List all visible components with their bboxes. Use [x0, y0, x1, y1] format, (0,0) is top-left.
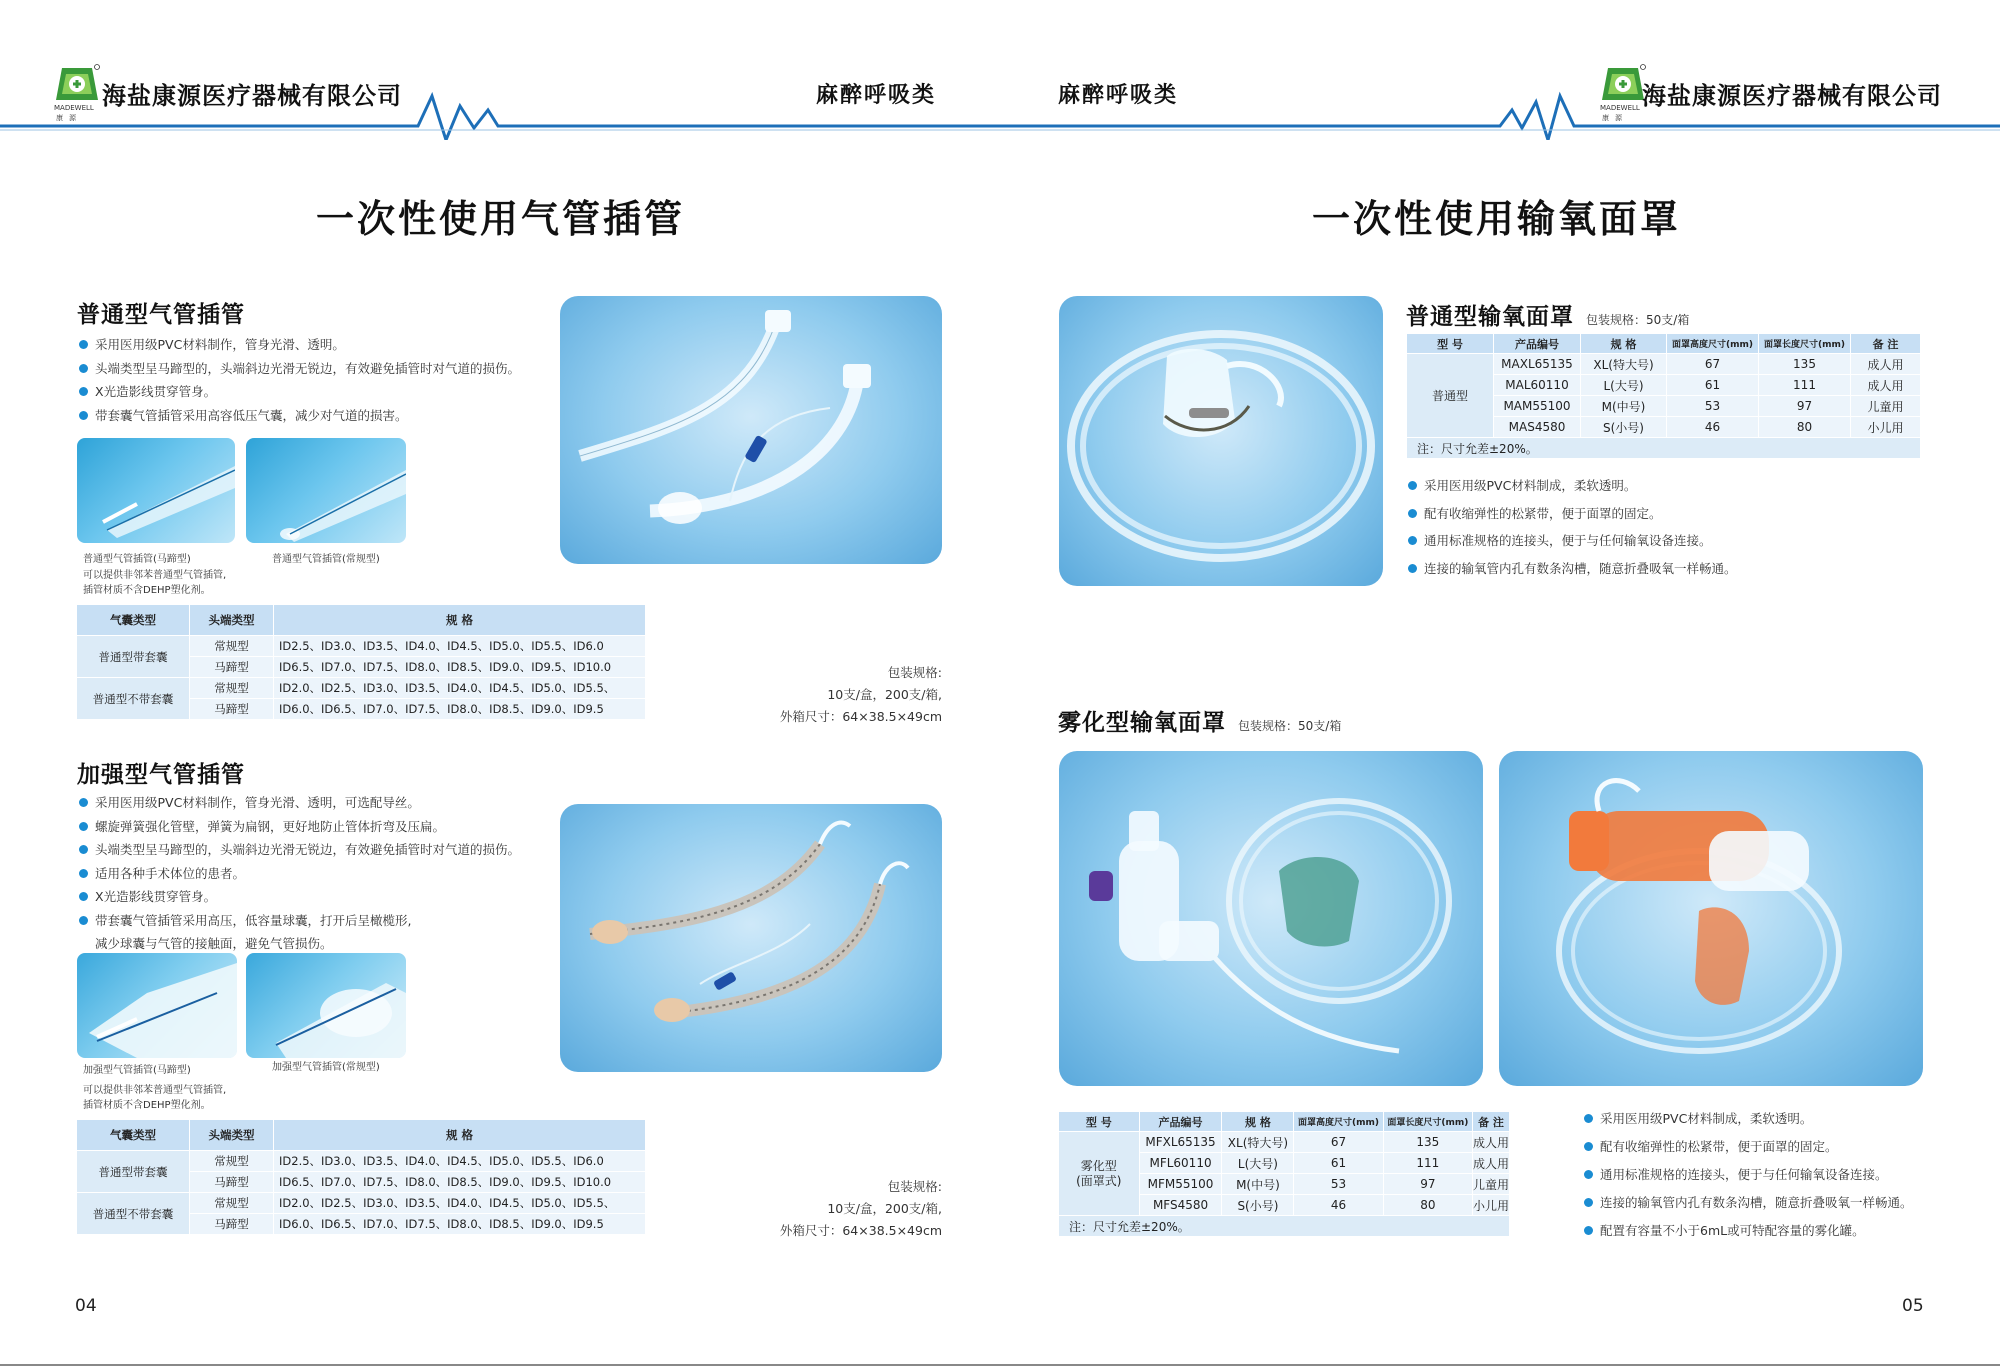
- height-cell: 53: [1667, 396, 1759, 417]
- feature-item: X光造影线贯穿管身。: [77, 885, 520, 909]
- tube-tip-illustration: [77, 438, 235, 543]
- size-cell: M(中号): [1222, 1174, 1294, 1195]
- table-row: [1407, 354, 1921, 375]
- photo-caption: 普通型气管插管(常规型): [272, 554, 380, 565]
- logo-icon: [1598, 64, 1648, 104]
- bullet-dot-icon: [79, 387, 88, 396]
- size-cell: L(大号): [1581, 375, 1667, 396]
- endotracheal-tube-illustration: [560, 296, 942, 564]
- feature-item: 采用医用级PVC材料制成，柔软透明。: [1582, 1105, 1913, 1133]
- length-cell: 135: [1383, 1132, 1472, 1153]
- caption-note: 可以提供非邻苯普通型气管插管,: [83, 1085, 227, 1096]
- feature-item: 通用标准规格的连接头，便于与任何输氧设备连接。: [1582, 1161, 1913, 1189]
- table-header: 头端类型: [190, 605, 274, 636]
- feature-item: 头端类型呈马蹄型的，头端斜边光滑无锐边，有效避免插管时对气道的损伤。: [77, 357, 520, 381]
- feature-item: 连接的输氧管内孔有数条沟槽，随意折叠吸氧一样畅通。: [1406, 555, 1737, 583]
- logo-chinese-text: 康源: [1602, 114, 1628, 122]
- size-cell: XL(特大号): [1581, 354, 1667, 375]
- logo-chinese-text: 康源: [56, 114, 82, 122]
- feature-item: 采用医用级PVC材料制作，管身光滑、透明，可选配导丝。: [77, 791, 520, 815]
- nebulizer-mask-illustration: [1499, 751, 1923, 1086]
- company-name: 海盐康源医疗器械有限公司: [1642, 82, 1942, 110]
- feature-item: 头端类型呈马蹄型的，头端斜边光滑无锐边，有效避免插管时对气道的损伤。: [77, 838, 520, 862]
- feature-item: X光造影线贯穿管身。: [77, 380, 520, 404]
- product-photo-nebulizer-mask-a: [1059, 751, 1483, 1086]
- table-row: [1059, 1132, 1510, 1153]
- caption-note: 插管材质不含DEHP塑化剂。: [83, 1100, 211, 1111]
- packing-info: 包装规格: 10支/盒，200支/箱, 外箱尺寸：64×38.5×49cm: [779, 665, 942, 724]
- feature-item: 采用医用级PVC材料制作，管身光滑、透明。: [77, 333, 520, 357]
- note-cell: 小儿用: [1851, 417, 1921, 438]
- size-cell: L(大号): [1222, 1153, 1294, 1174]
- caption-note: 插管材质不含DEHP塑化剂。: [83, 585, 211, 596]
- feature-item: 配有收缩弹性的松紧带，便于面罩的固定。: [1406, 500, 1737, 528]
- tolerance-note: 注：尺寸允差±20%。: [1407, 438, 1921, 459]
- tube-tip-photo-bevel: [77, 953, 237, 1058]
- feature-item-continuation: 减少球囊与气管的接触面，避免气管损伤。: [95, 936, 333, 951]
- tube-tip-photo-standard: [246, 953, 406, 1058]
- code-cell: MFM55100: [1139, 1174, 1222, 1195]
- bullet-dot-icon: [79, 892, 88, 901]
- note-cell: 成人用: [1851, 354, 1921, 375]
- spec-cell: ID2.0、ID2.5、ID3.0、ID3.5、ID4.0、ID4.5、ID5.0、ID5.5、: [274, 1193, 646, 1214]
- spec-cell: ID2.5、ID3.0、ID3.5、ID4.0、ID4.5、ID5.0、ID5.5、ID6.0: [274, 636, 646, 657]
- spec-table-reinforced: [76, 1119, 646, 1235]
- bullet-dot-icon: [1584, 1198, 1593, 1207]
- packing-note: 包装规格：50支/箱: [1586, 313, 1690, 327]
- table-header: 产品编号: [1139, 1112, 1222, 1132]
- feature-list: [1582, 1105, 1913, 1245]
- product-photo-nebulizer-mask-b: [1499, 751, 1923, 1086]
- model-group-cell: 雾化型 (面罩式): [1059, 1132, 1140, 1216]
- nebulizer-mask-illustration: [1059, 751, 1483, 1086]
- cuff-type-cell: 普通型不带套囊: [77, 678, 190, 720]
- height-cell: 61: [1294, 1153, 1383, 1174]
- product-photo-standard-mask: [1059, 296, 1383, 586]
- table-header: 规 格: [1581, 334, 1667, 354]
- feature-item: 通用标准规格的连接头，便于与任何输氧设备连接。: [1406, 527, 1737, 555]
- size-cell: XL(特大号): [1222, 1132, 1294, 1153]
- bullet-dot-icon: [79, 822, 88, 831]
- feature-item: 适用各种手术体位的患者。: [77, 862, 520, 886]
- length-cell: 111: [1759, 375, 1851, 396]
- table-header: 规 格: [1222, 1112, 1294, 1132]
- tip-type-cell: 常规型: [190, 1151, 274, 1172]
- spec-cell: ID6.5、ID7.0、ID7.5、ID8.0、ID8.5、ID9.0、ID9.5、ID10.0: [274, 657, 646, 678]
- company-name: 海盐康源医疗器械有限公司: [102, 82, 402, 110]
- height-cell: 46: [1667, 417, 1759, 438]
- bullet-dot-icon: [1584, 1114, 1593, 1123]
- height-cell: 61: [1667, 375, 1759, 396]
- feature-item: 连接的输氧管内孔有数条沟槽，随意折叠吸氧一样畅通。: [1582, 1189, 1913, 1217]
- tube-tip-photo-bevel: [77, 438, 235, 543]
- note-cell: 儿童用: [1472, 1174, 1509, 1195]
- product-photo-reinforced-ett: [560, 804, 942, 1072]
- bullet-dot-icon: [79, 364, 88, 373]
- feature-list: [1406, 472, 1737, 582]
- section-heading: 雾化型输氧面罩 包装规格：50支/箱: [1058, 710, 1342, 736]
- table-footnote-row: [1407, 438, 1921, 459]
- feature-item: 带套囊气管插管采用高压，低容量球囊，打开后呈橄榄形,: [77, 909, 520, 933]
- feature-item: 螺旋弹簧强化管壁，弹簧为扁钢，更好地防止管体折弯及压扁。: [77, 815, 520, 839]
- tolerance-note: 注：尺寸允差±20%。: [1059, 1216, 1510, 1237]
- photo-caption: 加强型气管插管(马蹄型): [83, 1065, 191, 1076]
- note-cell: 小儿用: [1472, 1195, 1509, 1216]
- table-header: 面罩长度尺寸(mm): [1383, 1112, 1472, 1132]
- packing-note: 包装规格：50支/箱: [1238, 719, 1342, 733]
- cuff-type-cell: 普通型带套囊: [77, 636, 190, 678]
- length-cell: 97: [1759, 396, 1851, 417]
- table-row: [77, 678, 646, 699]
- tube-tip-illustration: [246, 438, 406, 543]
- spec-table-nebulizer-mask: [1058, 1111, 1510, 1237]
- size-cell: S(小号): [1222, 1195, 1294, 1216]
- reinforced-tip-illustration: [77, 953, 237, 1058]
- feature-list: [77, 333, 520, 427]
- bullet-dot-icon: [1408, 536, 1417, 545]
- spec-table-standard-mask: [1406, 333, 1921, 459]
- feature-item: 配置有容量不小于6mL或可特配容量的雾化罐。: [1582, 1217, 1913, 1245]
- table-header: 备 注: [1472, 1112, 1509, 1132]
- spec-cell: ID2.5、ID3.0、ID3.5、ID4.0、ID4.5、ID5.0、ID5.5、ID6.0: [274, 1151, 646, 1172]
- note-cell: 成人用: [1851, 375, 1921, 396]
- table-header: 头端类型: [190, 1120, 274, 1151]
- bullet-dot-icon: [1408, 481, 1417, 490]
- bullet-dot-icon: [1584, 1142, 1593, 1151]
- oxygen-mask-illustration: [1059, 296, 1383, 586]
- bullet-dot-icon: [1408, 509, 1417, 518]
- section-heading: 普通型输氧面罩 包装规格：50支/箱: [1406, 304, 1690, 330]
- tip-type-cell: 常规型: [190, 1193, 274, 1214]
- table-row: [77, 636, 646, 657]
- feature-item: 带套囊气管插管采用高容低压气囊，减少对气道的损害。: [77, 404, 520, 428]
- table-row: [77, 1151, 646, 1172]
- tip-type-cell: 常规型: [190, 678, 274, 699]
- code-cell: MFL60110: [1139, 1153, 1222, 1174]
- bullet-dot-icon: [79, 916, 88, 925]
- note-cell: 成人用: [1472, 1132, 1509, 1153]
- tube-tip-photo-standard: [246, 438, 406, 543]
- bullet-dot-icon: [79, 340, 88, 349]
- table-header: 型 号: [1407, 334, 1494, 354]
- length-cell: 97: [1383, 1174, 1472, 1195]
- spec-cell: ID6.5、ID7.0、ID7.5、ID8.0、ID8.5、ID9.0、ID9.5、ID10.0: [274, 1172, 646, 1193]
- code-cell: MFXL65135: [1139, 1132, 1222, 1153]
- length-cell: 111: [1383, 1153, 1472, 1174]
- page-title: 一次性使用输氧面罩: [1312, 197, 1682, 241]
- bullet-dot-icon: [79, 869, 88, 878]
- spec-cell: ID6.0、ID6.5、ID7.0、ID7.5、ID8.0、ID8.5、ID9.0、ID9.5: [274, 699, 646, 720]
- length-cell: 80: [1383, 1195, 1472, 1216]
- table-header: 气囊类型: [77, 1120, 190, 1151]
- length-cell: 80: [1759, 417, 1851, 438]
- category-label: 麻醉呼吸类: [816, 83, 937, 108]
- model-group-cell: 普通型: [1407, 354, 1494, 438]
- packing-info: 包装规格: 10支/盒，200支/箱, 外箱尺寸：64×38.5×49cm: [779, 1179, 942, 1238]
- spec-cell: ID6.0、ID6.5、ID7.0、ID7.5、ID8.0、ID8.5、ID9.0、ID9.5: [274, 1214, 646, 1235]
- height-cell: 67: [1294, 1132, 1383, 1153]
- table-header: 气囊类型: [77, 605, 190, 636]
- logo-icon: [52, 64, 102, 104]
- note-cell: 成人用: [1472, 1153, 1509, 1174]
- table-header: 备 注: [1851, 334, 1921, 354]
- bullet-dot-icon: [1584, 1226, 1593, 1235]
- height-cell: 46: [1294, 1195, 1383, 1216]
- table-footnote-row: [1059, 1216, 1510, 1237]
- spec-cell: ID2.0、ID2.5、ID3.0、ID3.5、ID4.0、ID4.5、ID5.0、ID5.5、: [274, 678, 646, 699]
- feature-list: [77, 791, 520, 956]
- caption-note: 可以提供非邻苯普通型气管插管,: [83, 570, 227, 581]
- table-header: 面罩高度尺寸(mm): [1667, 334, 1759, 354]
- bullet-dot-icon: [79, 845, 88, 854]
- note-cell: 儿童用: [1851, 396, 1921, 417]
- page-number: 04: [75, 1296, 97, 1316]
- reinforced-tube-illustration: [560, 804, 942, 1072]
- reinforced-tip-illustration: [246, 953, 406, 1058]
- length-cell: 135: [1759, 354, 1851, 375]
- company-logo: [1598, 64, 1648, 122]
- product-photo-standard-ett: [560, 296, 942, 564]
- page-title: 一次性使用气管插管: [316, 197, 686, 241]
- section-heading: 加强型气管插管: [77, 762, 245, 788]
- page-number: 05: [1902, 1296, 1924, 1316]
- tip-type-cell: 常规型: [190, 636, 274, 657]
- table-header: 规 格: [274, 1120, 646, 1151]
- height-cell: 53: [1294, 1174, 1383, 1195]
- photo-caption: 普通型气管插管(马蹄型): [83, 554, 191, 565]
- cuff-type-cell: 普通型带套囊: [77, 1151, 190, 1193]
- bullet-dot-icon: [1584, 1170, 1593, 1179]
- height-cell: 67: [1667, 354, 1759, 375]
- table-header: 面罩长度尺寸(mm): [1759, 334, 1851, 354]
- code-cell: MAL60110: [1494, 375, 1581, 396]
- header-zigzag-line: [0, 0, 1000, 140]
- feature-item: 配有收缩弹性的松紧带，便于面罩的固定。: [1582, 1133, 1913, 1161]
- logo-english-text: MADEWELL: [1600, 104, 1640, 112]
- bullet-dot-icon: [79, 798, 88, 807]
- section-heading: 普通型气管插管: [77, 302, 245, 328]
- tip-type-cell: 马蹄型: [190, 699, 274, 720]
- cuff-type-cell: 普通型不带套囊: [77, 1193, 190, 1235]
- table-header: 型 号: [1059, 1112, 1140, 1132]
- tip-type-cell: 马蹄型: [190, 1214, 274, 1235]
- header-zigzag-line: [1000, 0, 2000, 140]
- tip-type-cell: 马蹄型: [190, 657, 274, 678]
- size-cell: M(中号): [1581, 396, 1667, 417]
- logo-english-text: MADEWELL: [54, 104, 94, 112]
- code-cell: MAM55100: [1494, 396, 1581, 417]
- size-cell: S(小号): [1581, 417, 1667, 438]
- company-logo: [52, 64, 102, 122]
- table-header: 产品编号: [1494, 334, 1581, 354]
- right-page: [1000, 0, 2000, 1366]
- table-header: 面罩高度尺寸(mm): [1294, 1112, 1383, 1132]
- code-cell: MFS4580: [1139, 1195, 1222, 1216]
- category-label: 麻醉呼吸类: [1058, 83, 1179, 108]
- bullet-dot-icon: [79, 411, 88, 420]
- code-cell: MAXL65135: [1494, 354, 1581, 375]
- bullet-dot-icon: [1408, 564, 1417, 573]
- code-cell: MAS4580: [1494, 417, 1581, 438]
- photo-caption: 加强型气管插管(常规型): [272, 1062, 380, 1073]
- table-row: [77, 1193, 646, 1214]
- tip-type-cell: 马蹄型: [190, 1172, 274, 1193]
- feature-item: 采用医用级PVC材料制成，柔软透明。: [1406, 472, 1737, 500]
- table-header: 规 格: [274, 605, 646, 636]
- spec-table-standard: [76, 604, 646, 720]
